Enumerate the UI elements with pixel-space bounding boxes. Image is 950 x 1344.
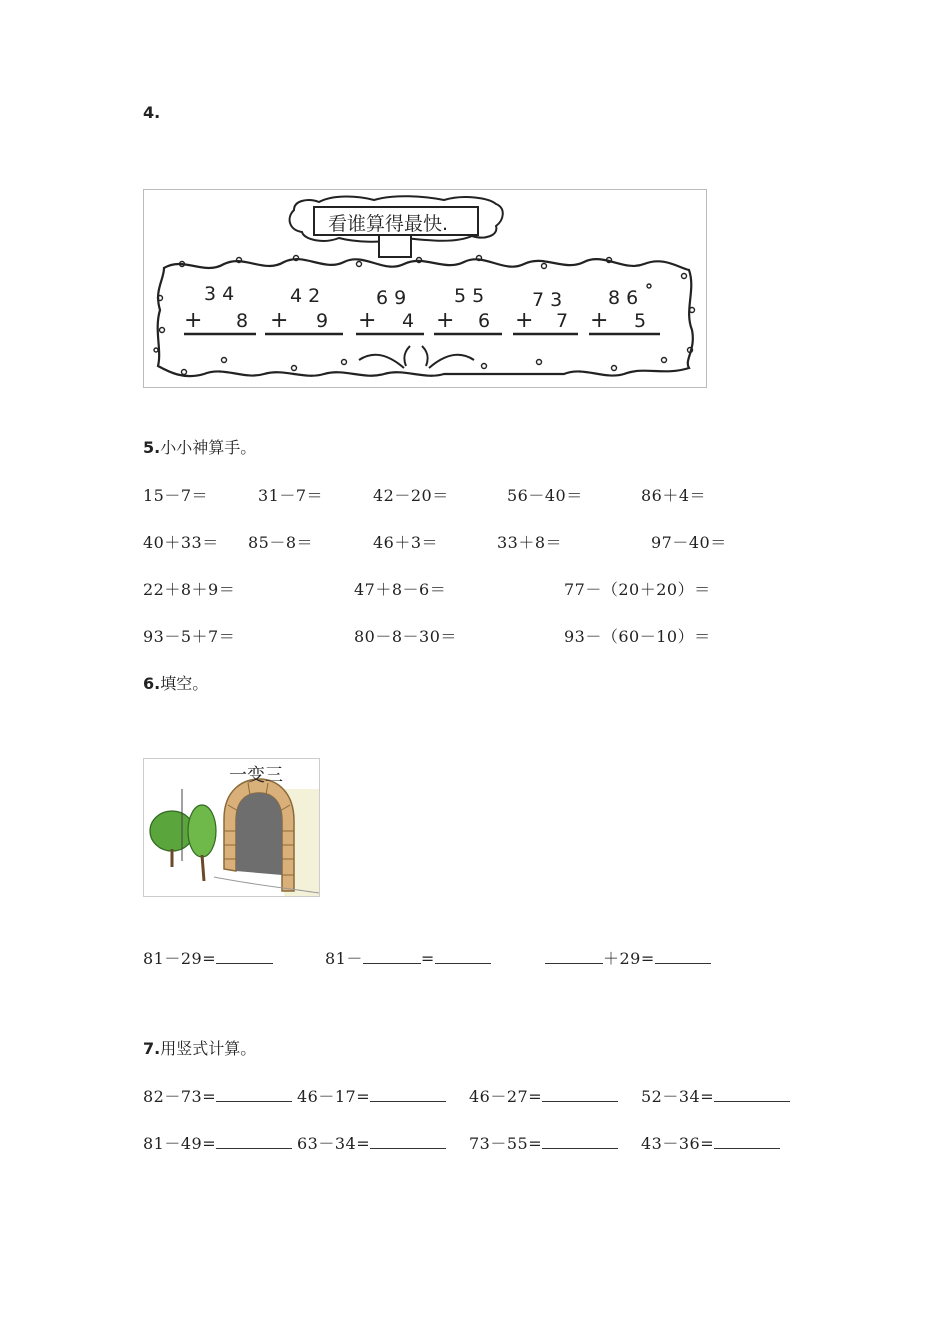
problem-4-op: +: [436, 308, 455, 333]
q6-fill-3: [545, 946, 711, 969]
q7-item-2-1: [143, 1131, 292, 1154]
question-7-heading: [143, 1036, 256, 1059]
question-6-title: 填空。: [160, 674, 209, 693]
answer-blank[interactable]: [370, 1087, 446, 1102]
problem-6-top: 8 6: [608, 287, 639, 309]
q5-eq-3-1: 22＋8＋9＝: [143, 580, 236, 599]
problem-2-top: 4 2: [290, 285, 321, 307]
answer-blank[interactable]: [216, 949, 273, 964]
answer-blank[interactable]: [370, 1134, 446, 1149]
q5-eq-4-1: 93－5＋7＝: [143, 627, 236, 646]
arch-trees-picture: [143, 758, 320, 897]
answer-blank[interactable]: [363, 949, 421, 964]
sign-text: 看谁算得最快.: [328, 213, 449, 235]
q6-eq-2-text-b: =: [420, 949, 435, 968]
q5-eq-1-3: 42－20＝: [373, 486, 449, 505]
question-5-number: 5.: [143, 438, 161, 457]
question-6-heading: [143, 671, 208, 694]
q7-eq-text: 43－36=: [641, 1134, 715, 1153]
problem-5-bottom: 7: [556, 310, 569, 332]
q7-item-2-4: [641, 1131, 780, 1154]
q6-eq-2-text-a: 81－: [325, 949, 363, 968]
problem-1-bottom: 8: [236, 310, 249, 332]
problem-4-bottom: 6: [478, 310, 491, 332]
question-5-heading: [143, 435, 256, 458]
q5-eq-3-3: 77－（20＋20）＝: [564, 580, 711, 599]
q6-eq-3-text: ＋29=: [603, 949, 655, 968]
q5-eq-4-3: 93－（60－10）＝: [564, 627, 711, 646]
q5-eq-1-4: 56－40＝: [507, 486, 583, 505]
problem-6-op: +: [590, 308, 609, 333]
q6-eq-1-text: 81－29=: [143, 949, 217, 968]
answer-blank[interactable]: [542, 1087, 618, 1102]
q5-eq-2-5: 97－40＝: [651, 533, 727, 552]
problem-4-top: 5 5: [454, 285, 485, 307]
problem-6-bottom: 5: [634, 310, 647, 332]
problem-3-op: +: [358, 308, 377, 333]
q7-eq-text: 52－34=: [641, 1087, 715, 1106]
problem-5-op: +: [515, 308, 534, 333]
answer-blank[interactable]: [655, 949, 711, 964]
answer-blank[interactable]: [216, 1087, 292, 1102]
q7-item-1-4: [641, 1084, 790, 1107]
q7-eq-text: 63－34=: [297, 1134, 371, 1153]
answer-blank[interactable]: [542, 1134, 618, 1149]
q7-item-2-3: [469, 1131, 618, 1154]
q7-eq-text: 81－49=: [143, 1134, 217, 1153]
q5-eq-2-2: 85－8＝: [248, 533, 314, 552]
answer-blank[interactable]: [714, 1134, 780, 1149]
answer-blank[interactable]: [545, 949, 603, 964]
q7-eq-text: 82－73=: [143, 1087, 217, 1106]
q5-eq-1-2: 31－7＝: [258, 486, 324, 505]
problem-1-op: +: [184, 308, 203, 333]
problem-2-bottom: 9: [316, 310, 329, 332]
q5-eq-2-3: 46＋3＝: [373, 533, 439, 552]
q5-eq-3-2: 47＋8－6＝: [354, 580, 447, 599]
speed-board-picture: [143, 189, 707, 388]
answer-blank[interactable]: [435, 949, 491, 964]
question-4-number: 4.: [143, 103, 161, 122]
problem-3-top: 6 9: [376, 287, 407, 309]
q7-item-2-2: [297, 1131, 446, 1154]
q5-eq-4-2: 80－8－30＝: [354, 627, 457, 646]
question-7-number: 7.: [143, 1039, 161, 1058]
question-6-number: 6.: [143, 674, 161, 693]
q5-eq-2-1: 40＋33＝: [143, 533, 219, 552]
problem-1-top: 3 4: [204, 283, 235, 305]
problem-3-bottom: 4: [402, 310, 415, 332]
q7-item-1-1: [143, 1084, 292, 1107]
problem-2-op: +: [270, 308, 289, 333]
answer-blank[interactable]: [216, 1134, 292, 1149]
question-5-title: 小小神算手。: [160, 438, 257, 457]
q5-eq-1-5: 86＋4＝: [641, 486, 707, 505]
picture-caption: 一变三: [229, 765, 283, 786]
q6-fill-1: [143, 946, 273, 969]
q7-eq-text: 46－27=: [469, 1087, 543, 1106]
q7-item-1-2: [297, 1084, 446, 1107]
q7-eq-text: 46－17=: [297, 1087, 371, 1106]
q7-eq-text: 73－55=: [469, 1134, 543, 1153]
question-7-title: 用竖式计算。: [160, 1039, 257, 1058]
answer-blank[interactable]: [714, 1087, 790, 1102]
problem-5-top: 7 3: [532, 289, 563, 311]
q5-eq-1-1: 15－7＝: [143, 486, 209, 505]
q6-fill-2: [325, 946, 491, 969]
q7-item-1-3: [469, 1084, 618, 1107]
q5-eq-2-4: 33＋8＝: [497, 533, 563, 552]
